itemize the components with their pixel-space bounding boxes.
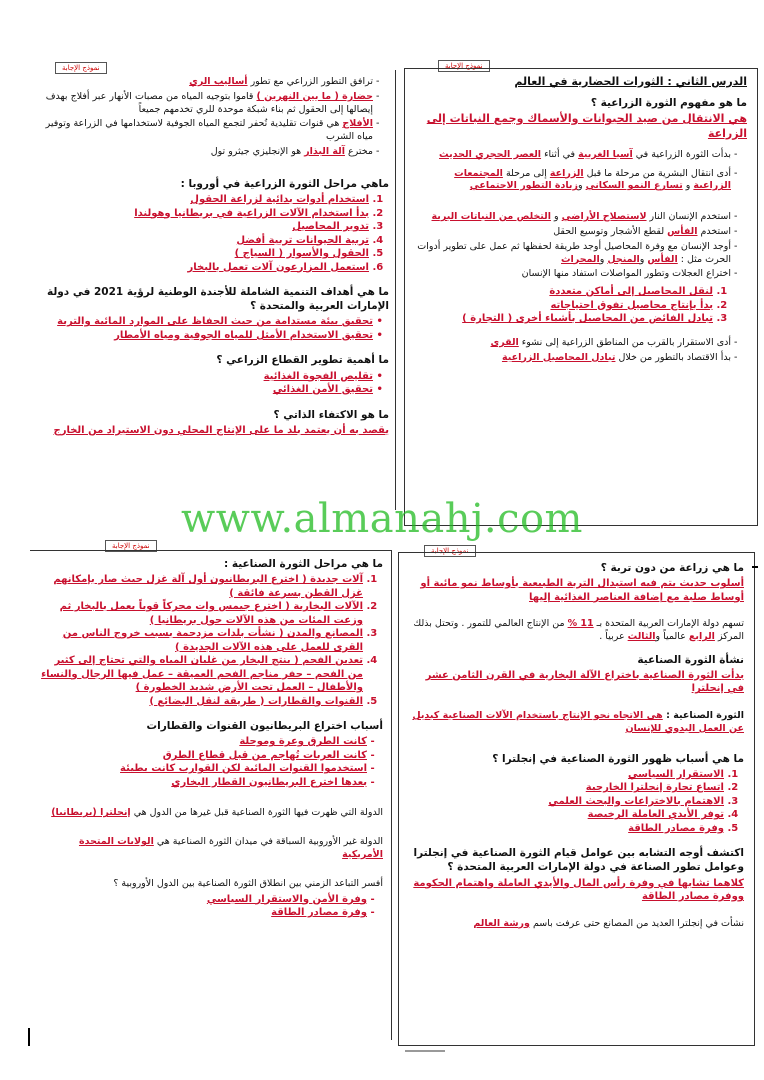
answer-concept: هي الانتقال من صيد الحيوانات والأسماك وجمع النباتات إلى الزراعة <box>426 112 747 140</box>
list-item: - الأفلاج هي قنوات تقليدية تُحفر لتجمع المياه الجوفية لاستخدامها في الزراعة وتوفير مياه الشرب <box>36 118 373 144</box>
list-item: 4. تربية الحيوانات تربية أفضل <box>36 234 369 248</box>
heading-origin: نشأة الثورة الصناعية <box>637 653 744 666</box>
list-item: - وفرة الأمن والاستقرار السياسي <box>38 893 367 907</box>
question-reasons: أسباب اختراع البريطانيون القنوات والقطارات <box>146 720 383 733</box>
list-item: 1. آلات جديدة ( اخترع البريطانيون أول آلة غزل حيث صار بإمكانهم غزل القطن بسرعة فائقة ) <box>38 573 363 600</box>
list-item: 2. بدأ استخدام الآلات الزراعية في بريطانيا وهولندا <box>36 207 369 221</box>
list-item: 3. المصانع والمدن ( نشأت بلدات مزدحمة بسبب خروج الناس من القرى للعمل على هذه الآلات الجديدة ) <box>38 627 363 654</box>
list-item: • تقليص الفجوة الغذائية <box>36 370 373 384</box>
answer-origin: بدأت الثورة الصناعية باختراع الآلة البخارية في القرن الثامن عشر في إنجلترا <box>425 669 744 695</box>
answer-similarities: كلاهما تشابها في وفرة رأس المال والأيدي العاملة واهتمام الحكومة ووفرة مصادر الطاقة <box>413 877 744 903</box>
list-item: - حضارة ( ما بين النهرين ) قاموا بتوجيه المياه من مصبات الأنهار عبر أفلاج بهدف إيصالها إلى الحقول ثم بناء شبكة موحدة للري تخدمهم جميعاً <box>36 91 373 117</box>
scan-mark <box>752 566 758 568</box>
list-item: • تحقيق الاستخدام الأمثل للمياه الجوفية ومياه الأمطار <box>36 329 373 343</box>
panel-top-right <box>404 68 758 526</box>
question-concept: ما هو مفهوم الثورة الزراعية ؟ <box>590 96 747 109</box>
list-item: - كانت الطرق وعرة وموحلة <box>38 735 367 749</box>
question-ag-stages: ماهي مراحل الثورة الزراعية في أوروبا : <box>180 177 389 190</box>
list-item: - مخترع آلة البذار هو الإنجليزي جيثرو تول <box>36 146 373 159</box>
lesson-title: الدرس الثاني : الثورات الحضارية في العالم <box>514 75 747 88</box>
list-item: 5. الحقول والأسوار ( السياج ) <box>36 247 369 261</box>
list-item: - أدى انتقال البشرية من مرحلة ما قبل الزراعة إلى مرحلة المجتمعات الزراعية و تسارع النمو السكاني وزيادة التطور الاجتماعي <box>415 168 731 194</box>
list-item: - وفرة مصادر الطاقة <box>38 906 367 920</box>
list-item: 3. تبادل الفائض من المحاصيل بأشياء أخرى ( التجارة ) <box>415 312 713 326</box>
answer-tag: نموذج الإجابة <box>105 540 157 552</box>
question-importance: ما أهمية تطوير القطاع الزراعي ؟ <box>216 354 389 367</box>
list-item: - أوجد الإنسان مع وفرة المحاصيل أوجد طريقة لحفظها ثم عمل على تطوير أدوات الحرث مثل : الفأس والمنجل والمحراث <box>415 241 731 267</box>
list-item: 4. تعدين الفحم ( ينتج البخار من غليان المياه والتي تحتاج إلى كثير من الفحم – حفر مناجم الفحم العميقة – عمل فيها الرجال والنساء والأطفال – العمل تحت الأرض شديد الخطورة ) <box>38 654 363 695</box>
answer-tag: نموذج الإجابة <box>424 545 476 557</box>
list-item: 6. استعمل المزارعون آلات تعمل بالبخار <box>36 261 369 275</box>
scan-mark <box>28 1028 30 1046</box>
list-item: - بدأ الاقتصاد بالتطور من خلال تبادل المحاصيل الزراعية <box>415 352 731 365</box>
question-self-sufficiency: ما هو الاكتفاء الذاتي ؟ <box>273 408 389 421</box>
definition-industrial-revolution: الثورة الصناعية : هي الاتجاه نحو الإنتاج باستخدام الآلات الصناعية كبديل عن العمل اليدوي للإنسان <box>412 709 744 734</box>
question-similarities: اكتشف أوجه التشابه بين عوامل قيام الثورة الصناعية في إنجلترا وعوامل تطور الصناعة في دولة الإمارات العربية المتحدة ؟ <box>413 847 744 874</box>
panel-bottom-left <box>30 550 392 1040</box>
list-item: 1. الاستقرار السياسي <box>409 768 724 782</box>
list-item: 2. بدأ بإنتاج محاصيل تفوق احتياجاته <box>415 299 713 313</box>
question-time-gap: أفسر التباعد الزمني بين انطلاق الثورة الصناعية بين الدول الأوروبية ؟ <box>113 877 383 889</box>
question-causes: ما هي أسباب ظهور الثورة الصناعية في إنجلترا ؟ <box>492 752 744 765</box>
list-item: - أدى الاستقرار بالقرب من المناطق الزراعية إلى نشوء القرى <box>415 337 731 350</box>
non-european-fact: الدولة غير الأوروبية السباقة في ميدان الثورة الصناعية هي الولايات المتحدة الأمريكية <box>78 836 383 860</box>
list-item: 3. الاهتمام بالاختراعات والبحث العلمي <box>409 795 724 809</box>
list-item: 5. وفرة مصادر الطاقة <box>409 822 724 836</box>
first-country-fact: الدولة التي ظهرت فيها الثورة الصناعية قبل غيرها من الدول هي إنجلترا (بريطانيا) <box>51 807 383 819</box>
list-item: - استخدم الفأس لقطع الأشجار وتوسيع الحقل <box>415 226 731 239</box>
answer-soilless: أسلوب حديث يتم فيه استبدال التربة الطبيعية بأوساط نمو مائية أو أوساط صلبة مع إضافة العناصر الغذائية إليها <box>420 578 744 603</box>
list-item: - استخدم الإنسان النار لاستصلاح الأراضي و التخلص من النباتات البرية <box>415 211 731 224</box>
list-item: - بدأت الثورة الزراعية في آسيا الغربية في أثناء العصر الحجري الحديث <box>415 149 731 162</box>
list-item: • تحقيق الأمن الغذائي <box>36 383 373 397</box>
question-goals: ما هي أهداف التنمية الشاملة للأجندة الوطنية لرؤية 2021 في دولة الإمارات العربية والمتحدة ؟ <box>46 286 389 313</box>
scan-mark <box>405 1050 445 1052</box>
list-item: - اختراع العجلات وتطور المواصلات استفاد منها الإنسان <box>415 268 731 281</box>
list-item: - استخدموا القنوات المائية لكن القوارب كانت بطيئة <box>38 762 367 776</box>
list-item: 4. توفر الأيدي العاملة الرخيصة <box>409 808 724 822</box>
list-item: 3. تدوير المحاصيل <box>36 220 369 234</box>
answer-tag: نموذج الإجابة <box>438 60 490 72</box>
panel-top-left <box>30 70 396 510</box>
question-soilless: ما هي زراعة من دون تربة ؟ <box>600 562 744 574</box>
list-item: 1. لنقل المحاصيل إلى أماكن متعددة <box>415 285 713 299</box>
panel-bottom-right <box>398 552 755 1046</box>
watermark: www.almanahj.com <box>180 496 583 542</box>
question-industrial-stages: ما هي مراحل الثورة الصناعية : <box>224 558 383 570</box>
list-item: - ترافق التطور الزراعي مع تطور أساليب الري <box>36 76 373 89</box>
list-item: - بعدها اخترع البريطانيون القطار البخاري <box>38 776 367 790</box>
list-item: • تحقيق بيئة مستدامة من حيث الحفاظ على الموارد المائية والتربة <box>36 315 373 329</box>
answer-self-sufficiency: يقصد به أن يعتمد بلد ما على الإنتاج المحلي دون الاستيراد من الخارج <box>53 424 389 436</box>
answer-tag: نموذج الإجابة <box>55 62 107 74</box>
workshop-fact: نشأت في إنجلترا العديد من المصانع حتى عرفت باسم ورشة العالم <box>473 917 744 929</box>
list-item: 2. الآلات البخارية ( اخترع جيمس وات محركاً قوياً يعمل بالبخار ثم وزعت المئات من هذه الآلات حول بريطانيا ) <box>38 600 363 627</box>
list-item: 1. استخدام أدوات بدائية لزراعة الحقول <box>36 193 369 207</box>
uae-dates-fact: تسهم دولة الإمارات العربية المتحدة بـ 11 % من الإنتاج العالمي للتمور . وتحتل بذلك المركز الرابع عالمياً والثالث عربياً . <box>413 618 744 642</box>
list-item: 2. اتساع تجارة إنجلترا الخارجية <box>409 781 724 795</box>
list-item: - كانت العربات تُهاجم من قبل قطاع الطرق <box>38 749 367 763</box>
list-item: 5. القنوات والقطارات ( طريقة لنقل البضائع ) <box>38 695 363 709</box>
